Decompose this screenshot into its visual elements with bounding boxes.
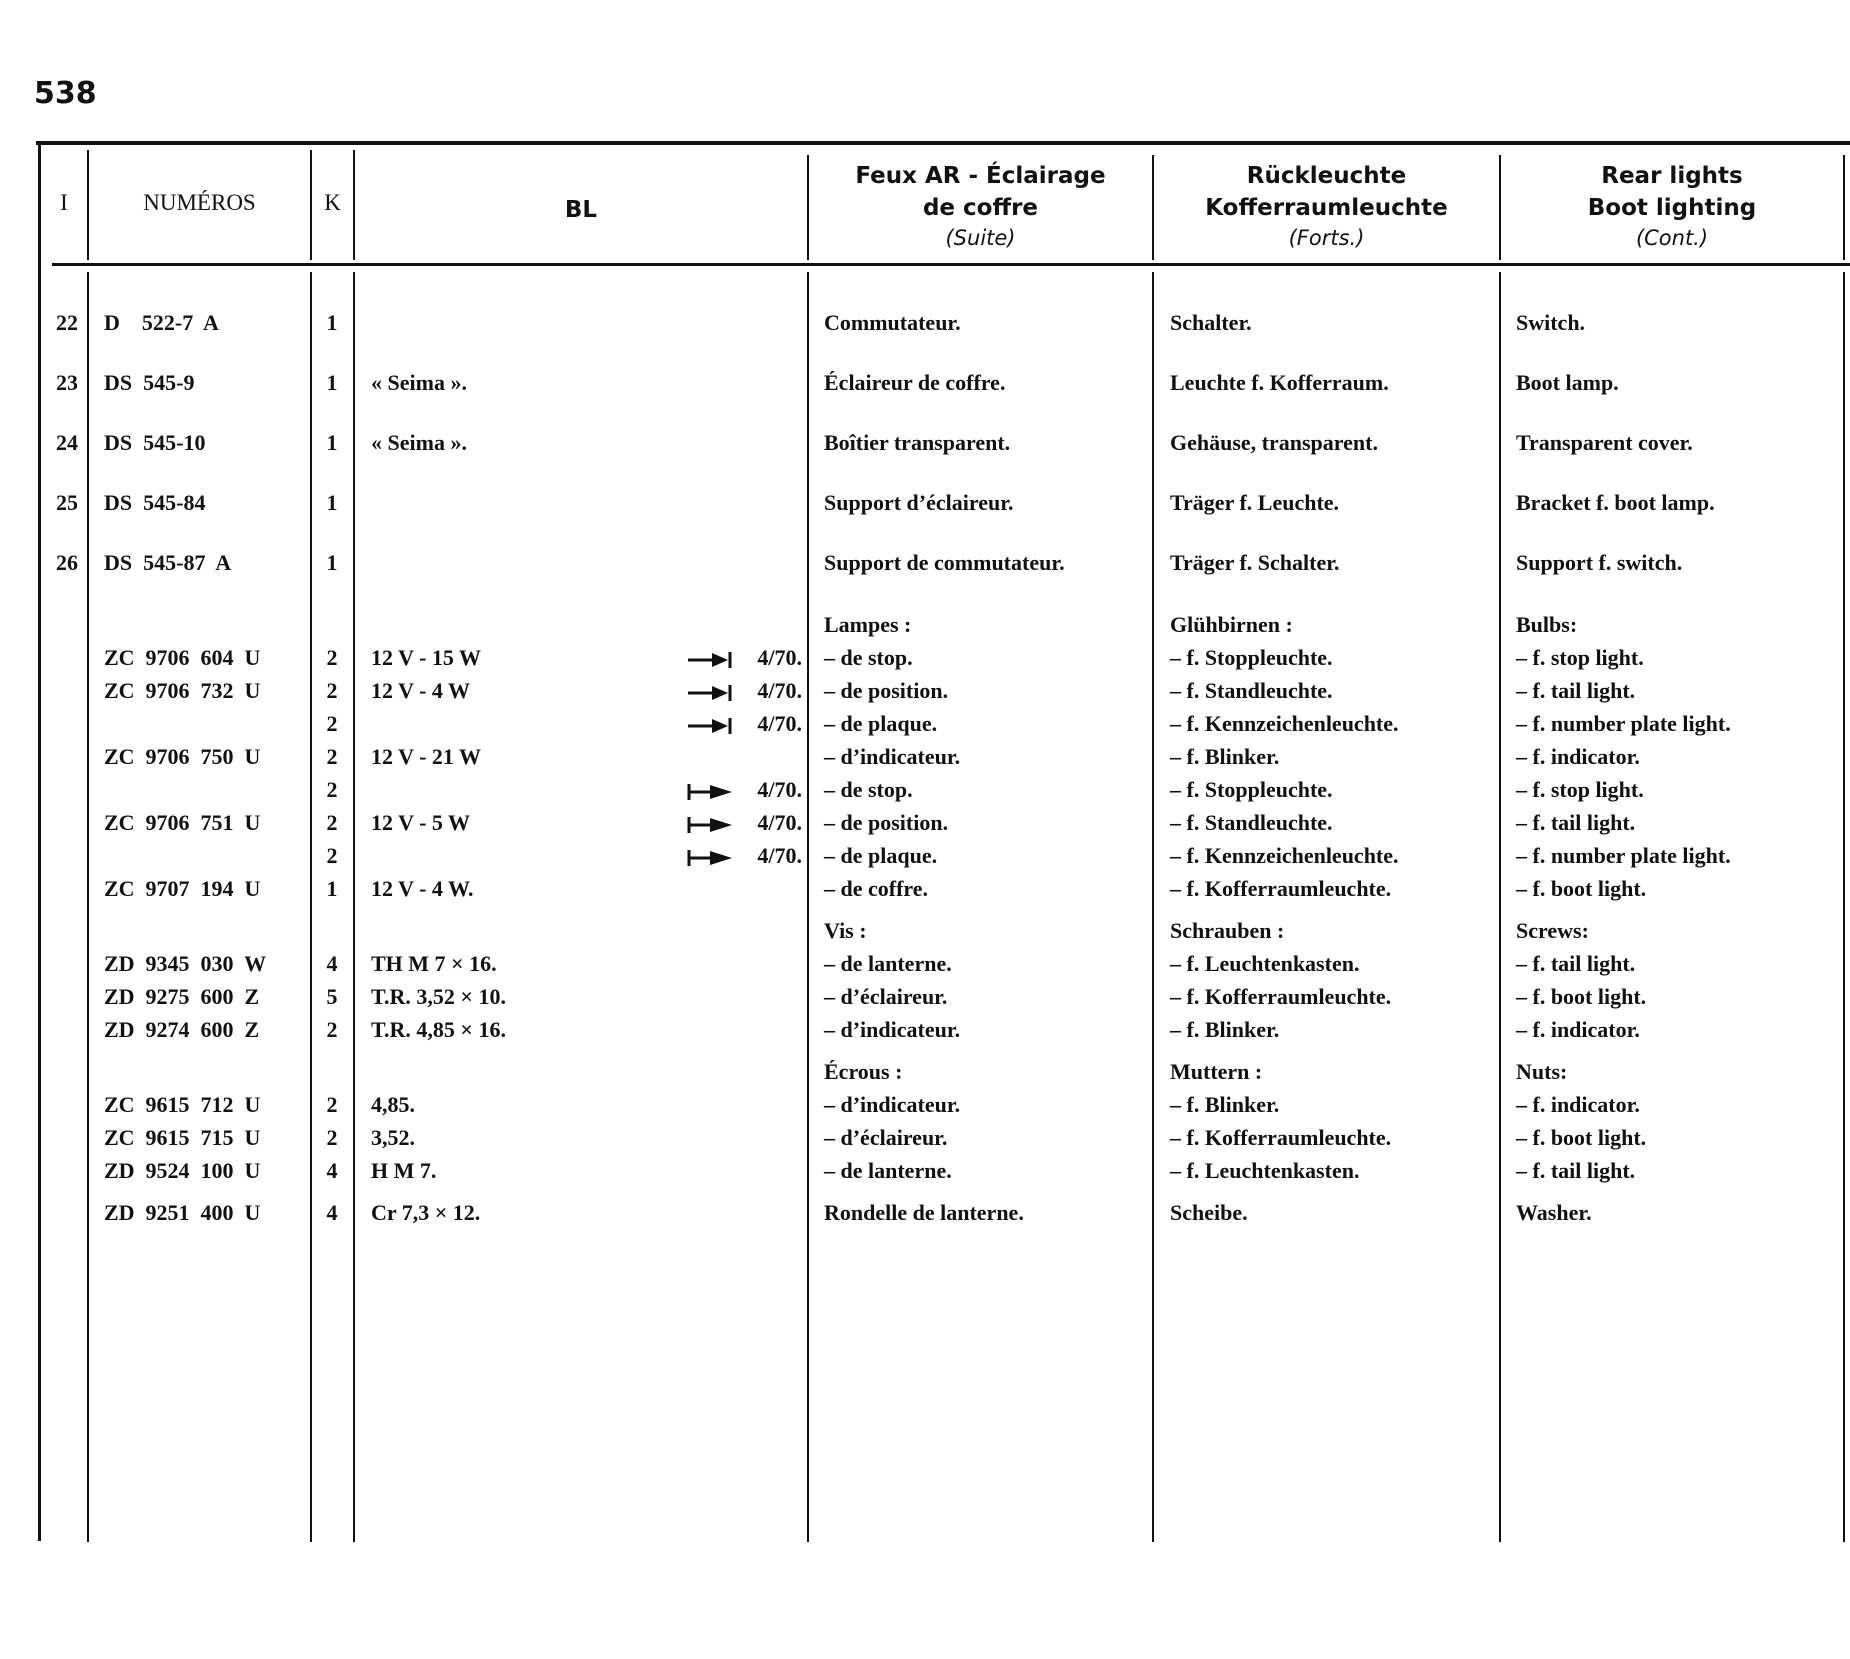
- french-description: Boîtier transparent.: [824, 430, 1011, 455]
- part-number: ZC 9615 715 U: [104, 1125, 261, 1150]
- specification: H M 7.: [371, 1158, 437, 1183]
- specification: T.R. 4,85 × 16.: [371, 1017, 506, 1042]
- date-limit: 4/70.: [757, 810, 802, 835]
- quantity: 4: [326, 1158, 338, 1183]
- header-bl: BL: [564, 197, 598, 223]
- french-description: – de plaque.: [824, 711, 938, 736]
- german-description: – f. Kofferraumleuchte.: [1170, 1125, 1392, 1150]
- french-description: Écrous :: [824, 1059, 903, 1084]
- part-number: ZD 9524 100 U: [104, 1158, 261, 1183]
- part-number: DS 545-84: [104, 490, 206, 515]
- specification: 12 V - 4 W: [371, 678, 471, 703]
- header-french: [809, 160, 1152, 252]
- quantity: 2: [326, 1125, 338, 1150]
- french-description: – d’indicateur.: [824, 1092, 961, 1117]
- column-divider: [38, 143, 41, 1541]
- german-description: Glühbirnen :: [1170, 612, 1293, 637]
- column-divider: [1499, 272, 1501, 1542]
- english-description: – f. indicator.: [1516, 1092, 1640, 1117]
- specification: TH M 7 × 16.: [371, 951, 497, 976]
- english-description: – f. stop light.: [1516, 777, 1644, 802]
- column-divider: [87, 272, 89, 1542]
- part-number: D 522-7 A: [104, 310, 219, 335]
- english-description: Bulbs:: [1516, 612, 1578, 637]
- german-description: Muttern :: [1170, 1059, 1263, 1084]
- quantity: 2: [326, 1092, 338, 1117]
- specification: 4,85.: [371, 1092, 415, 1117]
- part-number: ZD 9345 030 W: [104, 951, 267, 976]
- date-limit: 4/70.: [757, 678, 802, 703]
- quantity: 4: [326, 951, 338, 976]
- quantity: 1: [326, 370, 338, 395]
- english-description: Washer.: [1516, 1200, 1592, 1225]
- german-description: – f. Leuchtenkasten.: [1170, 1158, 1360, 1183]
- german-description: Träger f. Schalter.: [1170, 550, 1340, 575]
- quantity: 1: [326, 876, 338, 901]
- date-limit: 4/70.: [757, 711, 802, 736]
- specification: Cr 7,3 × 12.: [371, 1200, 481, 1225]
- german-description: – f. Blinker.: [1170, 744, 1280, 769]
- english-description: – f. tail light.: [1516, 951, 1636, 976]
- specification: 12 V - 4 W.: [371, 876, 474, 901]
- from-date-arrow-icon: [686, 782, 734, 802]
- header-french-line2: de coffre: [922, 195, 1039, 221]
- english-description: – f. boot light.: [1516, 876, 1647, 901]
- item-number: 23: [56, 370, 78, 395]
- french-description: Support de commutateur.: [824, 550, 1065, 575]
- part-number: DS 545-9: [104, 370, 195, 395]
- part-number: ZC 9706 751 U: [104, 810, 261, 835]
- item-number: 24: [56, 430, 78, 455]
- english-description: – f. number plate light.: [1516, 711, 1731, 736]
- quantity: 2: [326, 711, 338, 736]
- date-limit: 4/70.: [757, 645, 802, 670]
- english-description: – f. number plate light.: [1516, 843, 1731, 868]
- header-german: [1154, 160, 1499, 252]
- french-description: Commutateur.: [824, 310, 961, 335]
- quantity: 2: [326, 810, 338, 835]
- until-date-arrow-icon: [686, 650, 734, 670]
- specification: « Seima ».: [371, 430, 467, 455]
- until-date-arrow-icon: [686, 683, 734, 703]
- french-description: – d’indicateur.: [824, 1017, 961, 1042]
- part-number: ZC 9706 604 U: [104, 645, 261, 670]
- item-number: 25: [56, 490, 78, 515]
- german-description: – f. Kofferraumleuchte.: [1170, 984, 1392, 1009]
- quantity: 2: [326, 645, 338, 670]
- quantity: 1: [326, 490, 338, 515]
- part-number: DS 545-87 A: [104, 550, 232, 575]
- column-divider: [353, 272, 355, 1542]
- column-divider: [1843, 155, 1845, 260]
- quantity: 1: [326, 430, 338, 455]
- french-description: – de lanterne.: [824, 951, 952, 976]
- header-k: K: [324, 190, 341, 215]
- german-description: – f. Stoppleuchte.: [1170, 645, 1333, 670]
- top-rule: [36, 141, 1850, 145]
- french-description: – de lanterne.: [824, 1158, 952, 1183]
- french-description: – d’éclaireur.: [824, 984, 948, 1009]
- german-description: Leuchte f. Kofferraum.: [1170, 370, 1389, 395]
- specification: 12 V - 15 W: [371, 645, 482, 670]
- french-description: Lampes :: [824, 612, 912, 637]
- header-german-sub: (Forts.): [1288, 226, 1365, 250]
- english-description: – f. tail light.: [1516, 810, 1636, 835]
- header-i: I: [60, 190, 68, 215]
- item-number: 22: [56, 310, 78, 335]
- english-description: Bracket f. boot lamp.: [1516, 490, 1715, 515]
- column-divider: [807, 272, 809, 1542]
- quantity: 1: [326, 310, 338, 335]
- english-description: – f. boot light.: [1516, 1125, 1647, 1150]
- french-description: Support d’éclaireur.: [824, 490, 1014, 515]
- quantity: 2: [326, 843, 338, 868]
- german-description: Gehäuse, transparent.: [1170, 430, 1378, 455]
- column-divider: [1152, 272, 1154, 1542]
- specification: 3,52.: [371, 1125, 415, 1150]
- header-french-sub: (Suite): [945, 226, 1016, 250]
- english-description: Boot lamp.: [1516, 370, 1619, 395]
- english-description: Transparent cover.: [1516, 430, 1693, 455]
- item-number: 26: [56, 550, 78, 575]
- quantity: 2: [326, 678, 338, 703]
- part-number: ZC 9706 732 U: [104, 678, 261, 703]
- english-description: – f. stop light.: [1516, 645, 1644, 670]
- part-number: ZD 9274 600 Z: [104, 1017, 260, 1042]
- header-german-line2: Kofferraumleuchte: [1205, 195, 1448, 221]
- until-date-arrow-icon: [686, 716, 734, 736]
- german-description: – f. Kennzeichenleuchte.: [1170, 843, 1399, 868]
- french-description: Rondelle de lanterne.: [824, 1200, 1024, 1225]
- header-numeros: NUMÉROS: [143, 190, 256, 215]
- english-description: – f. indicator.: [1516, 744, 1640, 769]
- german-description: – f. Leuchtenkasten.: [1170, 951, 1360, 976]
- date-limit: 4/70.: [757, 777, 802, 802]
- french-description: – de coffre.: [824, 876, 929, 901]
- english-description: Nuts:: [1516, 1059, 1568, 1084]
- header-french-line1: Feux AR - Éclairage: [855, 163, 1106, 189]
- english-description: Switch.: [1516, 310, 1586, 335]
- header-english-sub: (Cont.): [1635, 226, 1709, 250]
- english-description: – f. indicator.: [1516, 1017, 1640, 1042]
- quantity: 4: [326, 1200, 338, 1225]
- part-number: ZD 9251 400 U: [104, 1200, 261, 1225]
- header-english: [1501, 160, 1843, 252]
- german-description: Scheibe.: [1170, 1200, 1248, 1225]
- german-description: Träger f. Leuchte.: [1170, 490, 1340, 515]
- specification: T.R. 3,52 × 10.: [371, 984, 506, 1009]
- header-english-line2: Boot lighting: [1587, 195, 1757, 221]
- english-description: Screws:: [1516, 918, 1589, 943]
- german-description: Schrauben :: [1170, 918, 1285, 943]
- from-date-arrow-icon: [686, 815, 734, 835]
- quantity: 1: [326, 550, 338, 575]
- german-description: – f. Standleuchte.: [1170, 810, 1333, 835]
- specification: « Seima ».: [371, 370, 467, 395]
- english-description: – f. tail light.: [1516, 678, 1636, 703]
- french-description: – de position.: [824, 810, 949, 835]
- part-number: ZC 9615 712 U: [104, 1092, 261, 1117]
- page-number: 538: [34, 76, 97, 111]
- header-english-line1: Rear lights: [1601, 163, 1743, 189]
- french-description: – de position.: [824, 678, 949, 703]
- part-number: DS 545-10: [104, 430, 206, 455]
- header-german-line1: Rückleuchte: [1246, 163, 1407, 189]
- english-description: – f. boot light.: [1516, 984, 1647, 1009]
- french-description: Vis :: [824, 918, 867, 943]
- part-number: ZC 9707 194 U: [104, 876, 261, 901]
- german-description: Schalter.: [1170, 310, 1252, 335]
- column-divider: [1843, 272, 1845, 1542]
- from-date-arrow-icon: [686, 848, 734, 868]
- french-description: – de plaque.: [824, 843, 938, 868]
- date-limit: 4/70.: [757, 843, 802, 868]
- english-description: Support f. switch.: [1516, 550, 1683, 575]
- part-number: ZD 9275 600 Z: [104, 984, 260, 1009]
- quantity: 5: [326, 984, 338, 1009]
- french-description: Éclaireur de coffre.: [824, 370, 1006, 395]
- specification: 12 V - 5 W: [371, 810, 471, 835]
- french-description: – d’éclaireur.: [824, 1125, 948, 1150]
- quantity: 2: [326, 777, 338, 802]
- french-description: – de stop.: [824, 777, 913, 802]
- quantity: 2: [326, 744, 338, 769]
- column-divider: [310, 272, 312, 1542]
- german-description: – f. Standleuchte.: [1170, 678, 1333, 703]
- german-description: – f. Kofferraumleuchte.: [1170, 876, 1392, 901]
- german-description: – f. Blinker.: [1170, 1017, 1280, 1042]
- german-description: – f. Kennzeichenleuchte.: [1170, 711, 1399, 736]
- header-rule: [52, 263, 1850, 266]
- french-description: – de stop.: [824, 645, 913, 670]
- english-description: – f. tail light.: [1516, 1158, 1636, 1183]
- part-number: ZC 9706 750 U: [104, 744, 261, 769]
- french-description: – d’indicateur.: [824, 744, 961, 769]
- german-description: – f. Blinker.: [1170, 1092, 1280, 1117]
- specification: 12 V - 21 W: [371, 744, 482, 769]
- german-description: – f. Stoppleuchte.: [1170, 777, 1333, 802]
- quantity: 2: [326, 1017, 338, 1042]
